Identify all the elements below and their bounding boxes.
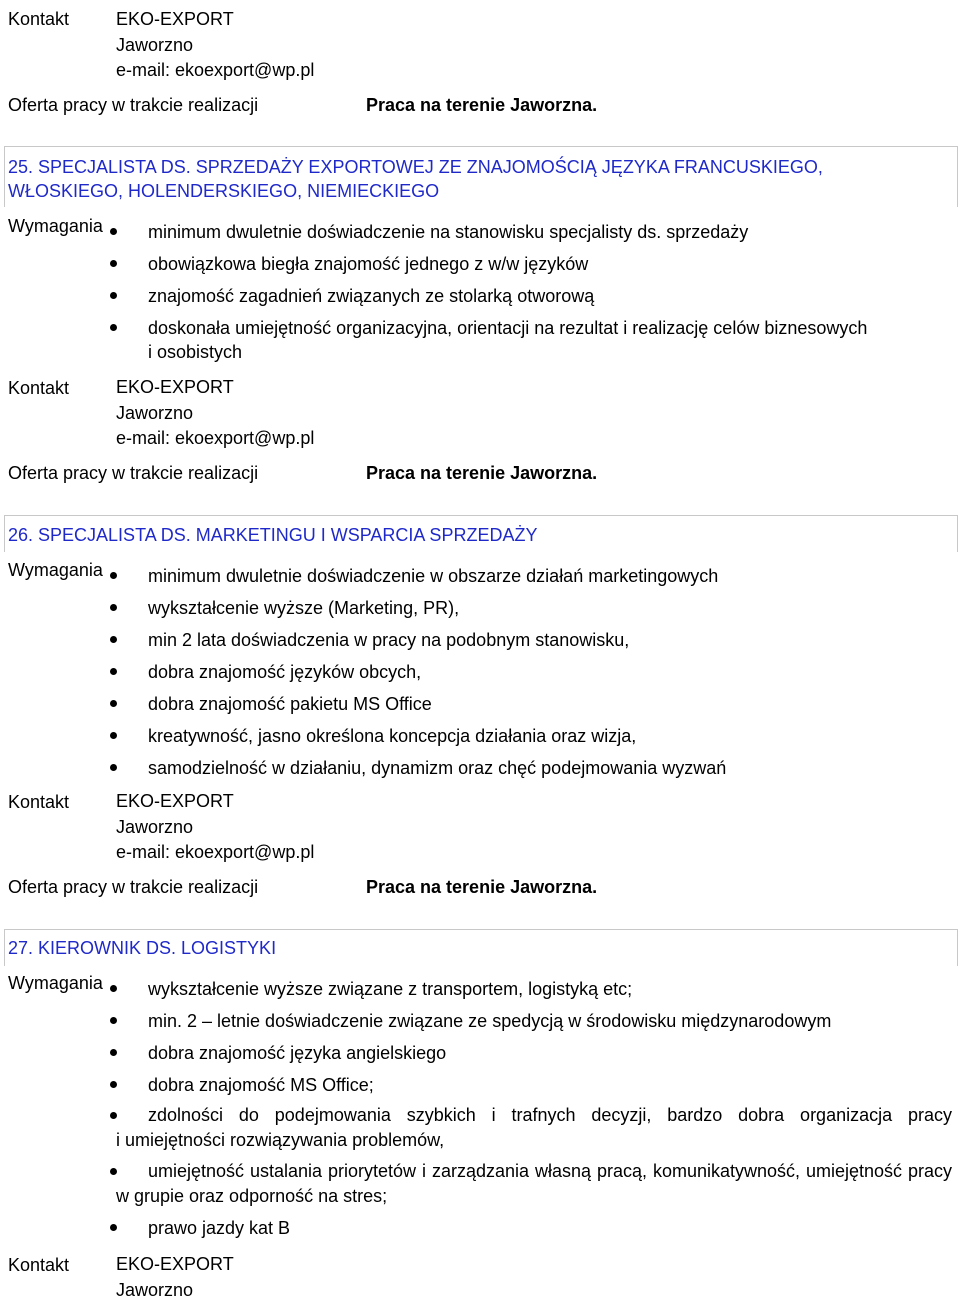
bullet-icon [110, 700, 117, 707]
contact-label-top: Kontakt [8, 9, 70, 29]
requirement-item: minimum dwuletnie doświadczenie w obszarze działań marketingowych [148, 566, 719, 586]
requirement-item-continued: i osobistych [148, 342, 243, 362]
bullet-icon [110, 732, 117, 739]
requirement-item: dobra znajomość MS Office; [148, 1075, 374, 1095]
contact-city: Jaworzno [116, 34, 194, 55]
requirements-label-25: Wymagania [8, 216, 103, 236]
requirement-item-continued: i umiejętności rozwiązywania problemów, [116, 1130, 445, 1150]
bullet-icon [110, 1168, 117, 1175]
bullet-icon [110, 324, 117, 331]
contact-details-26 [116, 789, 314, 866]
requirement-item: dobra znajomość języków obcych, [148, 662, 422, 682]
bullet-icon [110, 764, 117, 771]
contact-email: e-mail: ekoexport@wp.pl [116, 842, 315, 862]
requirement-item: wykształcenie wyższe (Marketing, PR), [148, 598, 460, 618]
requirement-item: obowiązkowa biegła znajomość jednego z w/w języków [148, 254, 589, 274]
work-location-top: Praca na terenie Jaworzna. [366, 95, 598, 115]
requirement-item: zdolności do podejmowania szybkich i trafnych decyzji, bardzo dobra organizacja pracy [148, 1105, 952, 1125]
contact-company: EKO-EXPORT [116, 791, 234, 811]
requirement-item: doskonała umiejętność organizacyjna, orientacji na rezultat i realizację celów biznesowych [148, 318, 868, 338]
offer-26-title: 26. SPECJALISTA DS. MARKETINGU I WSPARCIA SPRZEDAŻY [8, 525, 538, 545]
contact-label-26: Kontakt [8, 792, 70, 812]
requirements-label-26: Wymagania [8, 560, 103, 580]
requirement-item: dobra znajomość języka angielskiego [148, 1043, 447, 1063]
contact-city: Jaworzno [116, 402, 194, 423]
contact-details-top [116, 7, 314, 84]
requirement-item: dobra znajomość pakietu MS Office [148, 694, 432, 714]
requirements-label-27: Wymagania [8, 973, 103, 993]
contact-email: e-mail: ekoexport@wp.pl [116, 60, 315, 80]
requirement-item: umiejętność ustalania priorytetów i zarządzania własną pracą, komunikatywność, umiejętność pracy [148, 1161, 952, 1181]
offer-27-title: 27. KIEROWNIK DS. LOGISTYKI [8, 938, 277, 958]
offer-status-26: Oferta pracy w trakcie realizacji [8, 877, 259, 897]
requirement-item: wykształcenie wyższe związane z transportem, logistyką etc; [148, 979, 633, 999]
offer-25-title-line1: 25. SPECJALISTA DS. SPRZEDAŻY EXPORTOWEJ ZE ZNAJOMOŚCIĄ JĘZYKA FRANCUSKIEGO, [8, 157, 823, 177]
offer-25-title [8, 155, 823, 203]
requirement-item: min 2 lata doświadczenia w pracy na podobnym stanowisku, [148, 630, 630, 650]
requirement-item: znajomość zagadnień związanych ze stolarką otworową [148, 286, 595, 306]
requirement-item: prawo jazdy kat B [148, 1218, 291, 1238]
work-location-26: Praca na terenie Jaworzna. [366, 877, 598, 897]
work-location-25: Praca na terenie Jaworzna. [366, 463, 598, 483]
contact-city: Jaworzno [116, 816, 194, 837]
bullet-icon [110, 636, 117, 643]
requirement-item: min. 2 – letnie doświadczenie związane ze spedycją w środowisku międzynarodowym [148, 1011, 832, 1031]
bullet-icon [110, 228, 117, 235]
requirement-item-continued: w grupie oraz odporność na stres; [116, 1186, 388, 1206]
requirement-item: minimum dwuletnie doświadczenie na stanowisku specjalisty ds. sprzedaży [148, 222, 749, 242]
contact-company: EKO-EXPORT [116, 377, 234, 397]
bullet-icon [110, 668, 117, 675]
bullet-icon [110, 292, 117, 299]
contact-details-27 [116, 1252, 234, 1303]
bullet-icon [110, 572, 117, 579]
contact-details-25 [116, 375, 314, 452]
bullet-icon [110, 1049, 117, 1056]
requirement-item: samodzielność w działaniu, dynamizm oraz chęć podejmowania wyzwań [148, 758, 727, 778]
bullet-icon [110, 1224, 117, 1231]
offer-status-25: Oferta pracy w trakcie realizacji [8, 463, 259, 483]
bullet-icon [110, 260, 117, 267]
offer-25-title-line2: WŁOSKIEGO, HOLENDERSKIEGO, NIEMIECKIEGO [8, 181, 440, 201]
bullet-icon [110, 604, 117, 611]
requirement-item: kreatywność, jasno określona koncepcja działania oraz wizja, [148, 726, 637, 746]
contact-city: Jaworzno [116, 1279, 194, 1300]
bullet-icon [110, 985, 117, 992]
bullet-icon [110, 1112, 117, 1119]
contact-label-25: Kontakt [8, 378, 70, 398]
offer-status-top: Oferta pracy w trakcie realizacji [8, 95, 259, 115]
bullet-icon [110, 1081, 117, 1088]
contact-label-27: Kontakt [8, 1255, 70, 1275]
bullet-icon [110, 1017, 117, 1024]
contact-company: EKO-EXPORT [116, 1254, 234, 1274]
contact-email: e-mail: ekoexport@wp.pl [116, 428, 315, 448]
contact-company: EKO-EXPORT [116, 9, 234, 29]
